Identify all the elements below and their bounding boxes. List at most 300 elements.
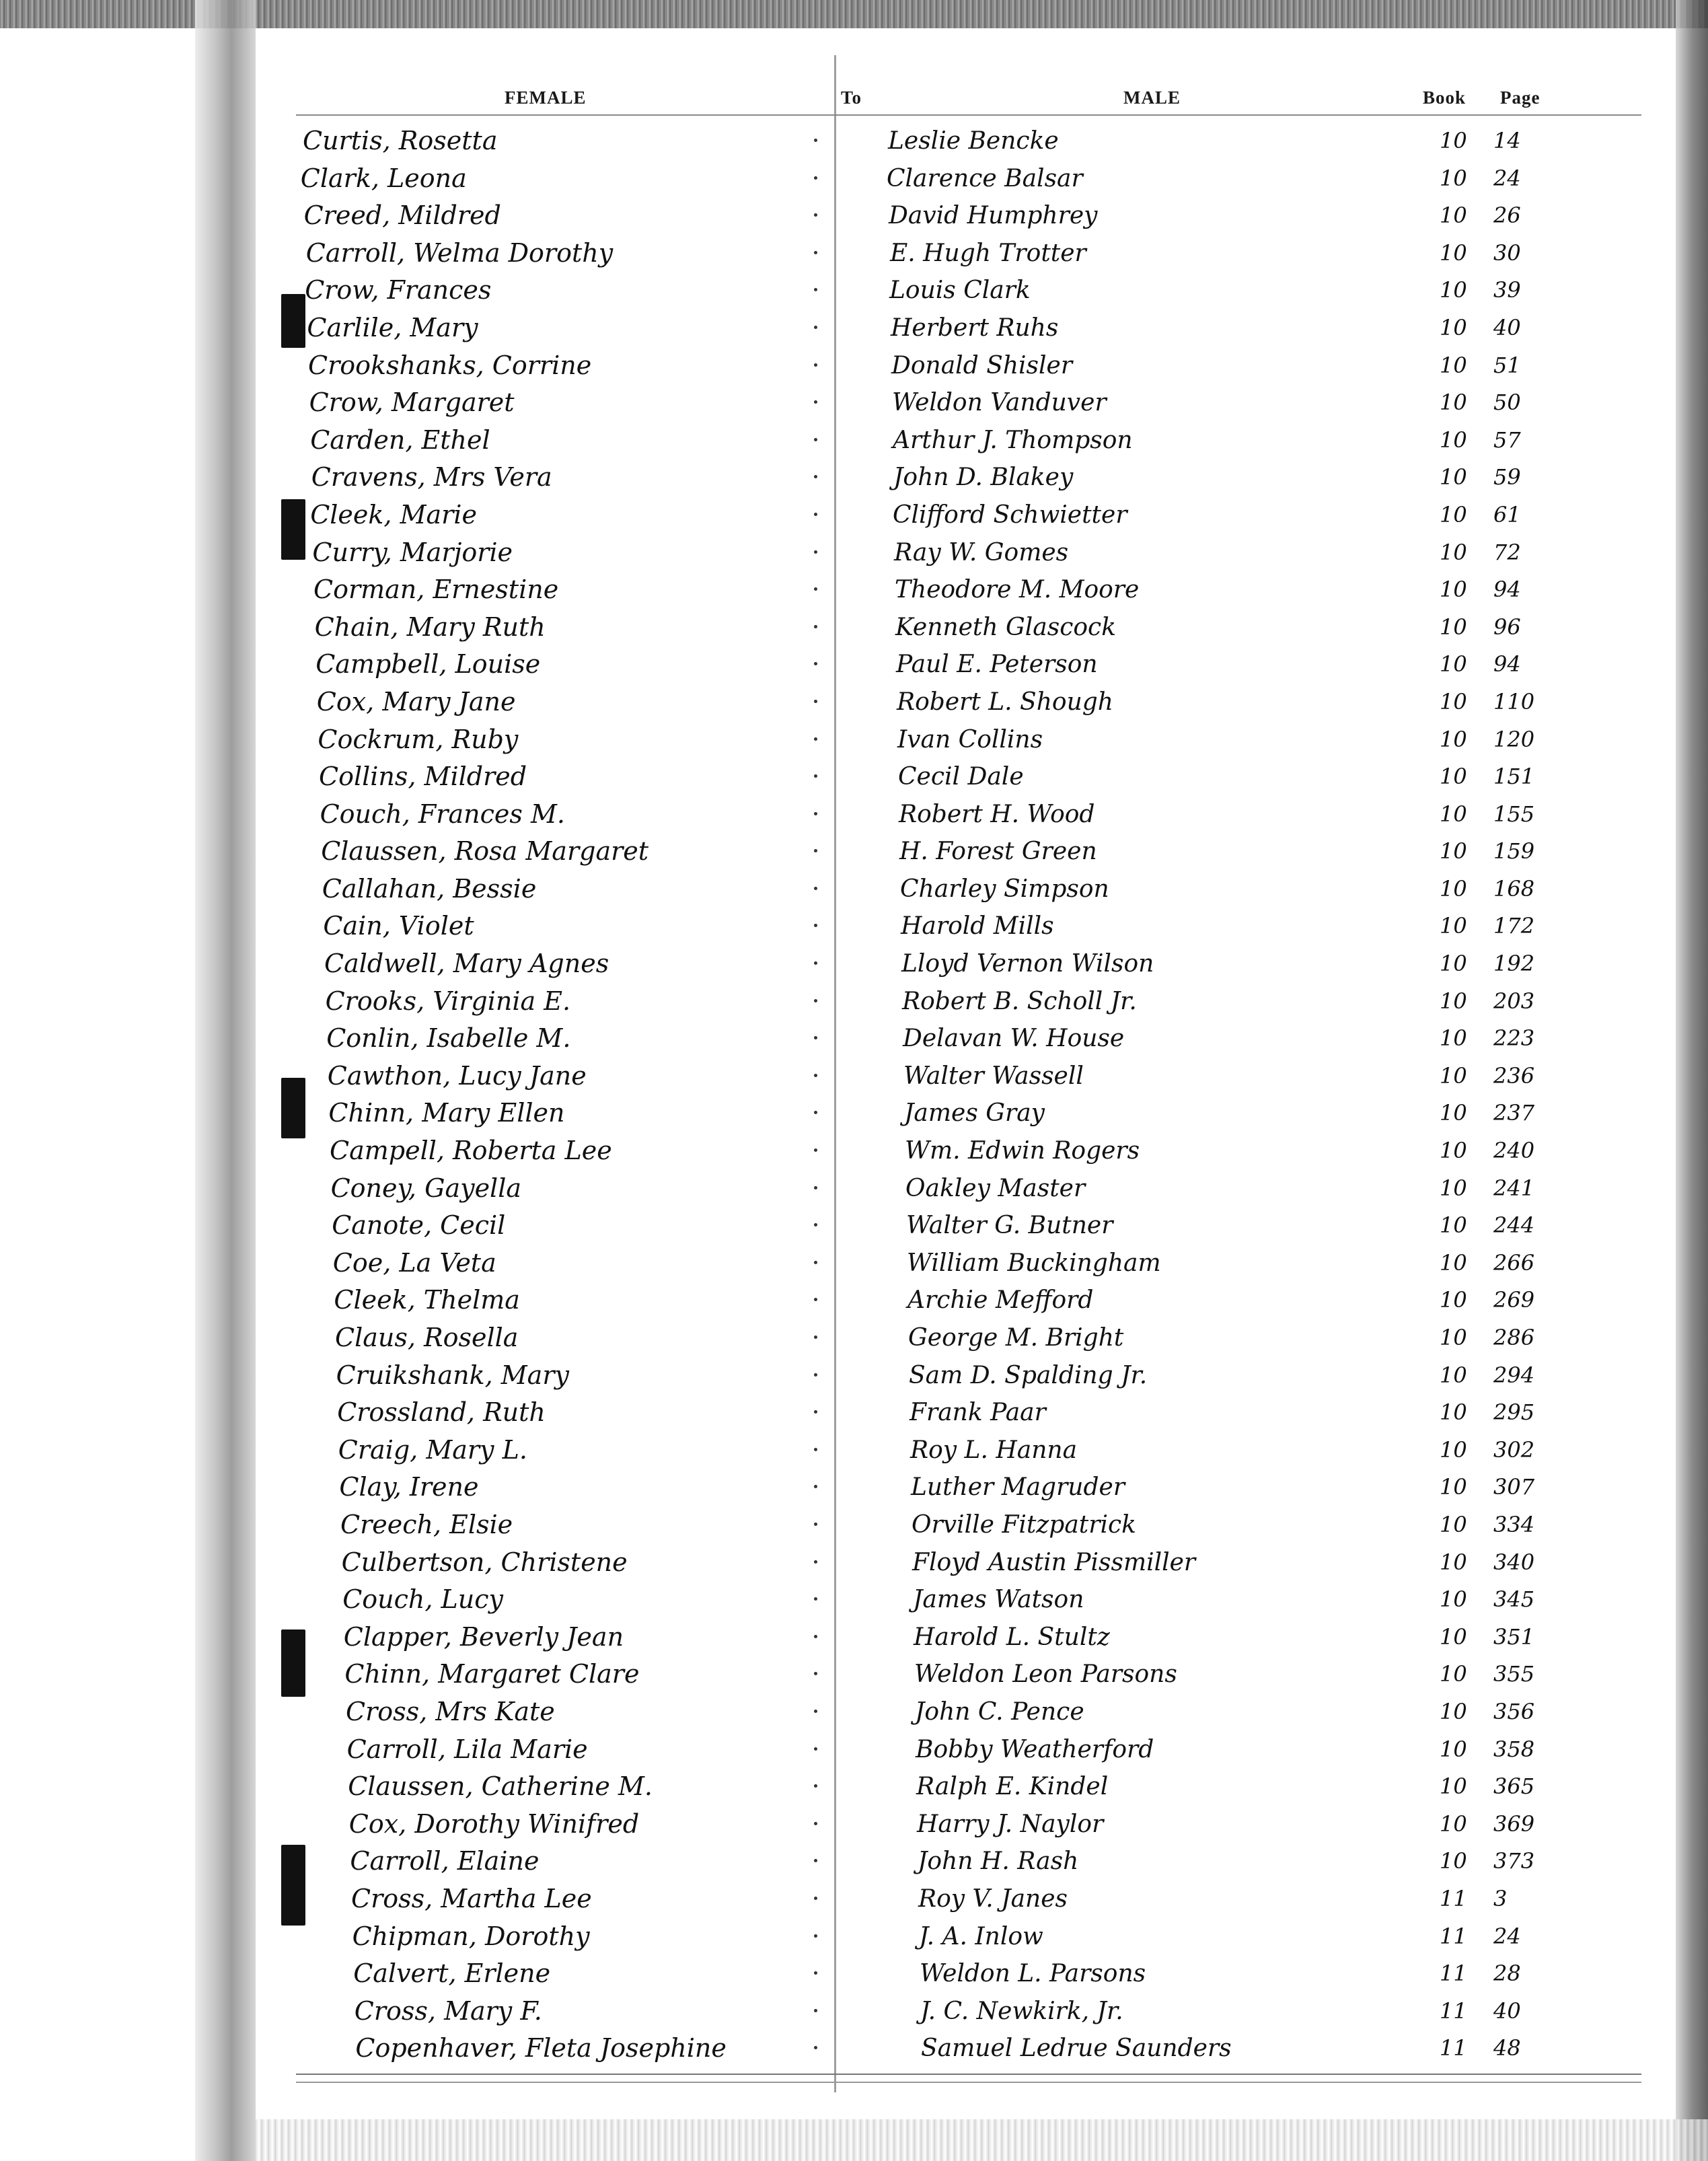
- to-dot: [814, 1261, 817, 1264]
- scan-edge-left: [195, 0, 256, 2161]
- female-name: Chipman, Dorothy: [352, 1921, 590, 1951]
- female-name: Cain, Violet: [323, 911, 474, 941]
- book-number: 10: [1440, 464, 1467, 490]
- page-number: 269: [1493, 1287, 1535, 1313]
- male-name: Robert B. Scholl Jr.: [902, 987, 1137, 1015]
- ledger-row: [256, 1619, 1676, 1656]
- female-name: Collins, Mildred: [319, 762, 527, 792]
- page-number: 39: [1493, 277, 1521, 303]
- book-number: 10: [1440, 1736, 1467, 1762]
- book-number: 10: [1440, 1362, 1467, 1388]
- ledger-row: [256, 2030, 1676, 2067]
- to-dot: [814, 363, 817, 367]
- male-name: James Gray: [904, 1099, 1045, 1128]
- to-dot: [814, 1934, 817, 1938]
- male-name: Orville Fitzpatrick: [912, 1510, 1136, 1539]
- page-number: 172: [1493, 913, 1535, 939]
- page-number: 94: [1493, 651, 1521, 677]
- male-name: Herbert Ruhs: [891, 314, 1059, 342]
- male-name: Cecil Dale: [898, 763, 1024, 791]
- ledger-row: [256, 1132, 1676, 1170]
- page-number: 351: [1493, 1623, 1535, 1650]
- page-number: 40: [1493, 1998, 1521, 2024]
- ledger-row: [256, 908, 1676, 945]
- book-number: 10: [1440, 1848, 1467, 1874]
- ledger-row: [256, 721, 1676, 759]
- to-dot: [814, 400, 817, 404]
- female-name: Couch, Frances M.: [320, 799, 565, 829]
- male-name: Paul E. Peterson: [896, 651, 1098, 679]
- book-number: 10: [1440, 427, 1467, 453]
- page-number: 355: [1493, 1661, 1535, 1687]
- ledger-row: [256, 497, 1676, 534]
- female-name: Clark, Leona: [300, 163, 467, 193]
- male-name: Wm. Edwin Rogers: [905, 1137, 1140, 1165]
- ledger-row: [256, 1319, 1676, 1357]
- female-name: Claussen, Rosa Margaret: [321, 836, 649, 867]
- female-name: Cox, Mary Jane: [316, 686, 516, 717]
- ledger-row: [256, 1544, 1676, 1582]
- male-name: Robert L. Shough: [897, 688, 1113, 716]
- to-dot: [814, 326, 817, 329]
- female-name: Corman, Ernestine: [313, 575, 559, 605]
- female-name: Couch, Lucy: [342, 1584, 503, 1615]
- ledger-row: [256, 1731, 1676, 1769]
- book-number: 10: [1440, 1436, 1467, 1463]
- ledger-row: [256, 871, 1676, 908]
- to-dot: [814, 924, 817, 927]
- ledger-row: [256, 1581, 1676, 1619]
- ledger-row: [256, 235, 1676, 272]
- female-name: Campbell, Louise: [315, 649, 541, 680]
- male-name: Charley Simpson: [900, 875, 1109, 903]
- ledger-row: [256, 684, 1676, 721]
- male-name: Weldon Vanduver: [892, 389, 1107, 417]
- male-name: Lloyd Vernon Wilson: [901, 950, 1154, 978]
- to-dot: [814, 1710, 817, 1713]
- to-dot: [814, 550, 817, 554]
- male-name: Louis Clark: [889, 277, 1031, 305]
- female-name: Cross, Martha Lee: [351, 1883, 592, 1913]
- male-name: Harold L. Stultz: [914, 1623, 1110, 1651]
- to-dot: [814, 999, 817, 1002]
- male-name: Leslie Bencke: [888, 127, 1059, 155]
- to-dot: [814, 587, 817, 591]
- female-name: Creech, Elsie: [340, 1509, 513, 1539]
- ledger-row: [256, 1993, 1676, 2030]
- ledger-row: [256, 1095, 1676, 1132]
- male-name: J. C. Newkirk, Jr.: [920, 1997, 1123, 2025]
- book-number: 10: [1440, 1062, 1467, 1089]
- page-number: 159: [1493, 838, 1535, 865]
- page-number: 203: [1493, 988, 1535, 1014]
- book-number: 10: [1440, 501, 1467, 527]
- book-number: 10: [1440, 1511, 1467, 1537]
- book-number: 10: [1440, 1175, 1467, 1201]
- male-name: Roy L. Hanna: [910, 1436, 1078, 1464]
- page-number: 307: [1493, 1474, 1535, 1500]
- to-dot: [814, 213, 817, 217]
- ledger-row: [256, 1469, 1676, 1506]
- book-number: 11: [1440, 1998, 1467, 2024]
- to-dot: [814, 1523, 817, 1526]
- male-name: Luther Magruder: [911, 1473, 1125, 1502]
- to-dot: [814, 251, 817, 254]
- female-name: Chain, Mary Ruth: [314, 612, 546, 642]
- male-name: Floyd Austin Pissmiller: [912, 1548, 1196, 1576]
- page-number: 223: [1493, 1025, 1535, 1052]
- female-name: Crow, Margaret: [309, 388, 515, 418]
- page-number: 266: [1493, 1249, 1535, 1276]
- book-number: 10: [1440, 838, 1467, 865]
- page-number: 334: [1493, 1511, 1535, 1537]
- book-number: 10: [1440, 1325, 1467, 1350]
- book-number: 10: [1440, 1474, 1467, 1500]
- page-number: 302: [1493, 1436, 1535, 1463]
- ledger-row: [256, 1843, 1676, 1880]
- page-number: 151: [1493, 764, 1535, 790]
- to-dot: [814, 625, 817, 628]
- male-name: Arthur J. Thompson: [893, 426, 1133, 454]
- page-number: 57: [1493, 427, 1521, 453]
- page-number: 373: [1493, 1848, 1535, 1874]
- to-dot: [814, 1036, 817, 1039]
- header-female: FEMALE: [505, 87, 587, 108]
- female-name: Cravens, Mrs Vera: [311, 462, 552, 492]
- ledger-row: [256, 459, 1676, 497]
- page-number: 241: [1493, 1175, 1535, 1201]
- page-number: 295: [1493, 1399, 1535, 1426]
- female-name: Carroll, Welma Dorothy: [305, 237, 614, 268]
- ledger-row: [256, 945, 1676, 983]
- female-name: Claus, Rosella: [335, 1323, 519, 1352]
- ledger-row: [256, 1245, 1676, 1282]
- female-name: Conlin, Isabelle M.: [326, 1023, 571, 1054]
- to-dot: [814, 475, 817, 478]
- ledger-row: [256, 1693, 1676, 1731]
- female-name: Crossland, Ruth: [337, 1397, 546, 1428]
- male-name: J. A. Inlow: [919, 1922, 1043, 1950]
- to-dot: [814, 2009, 817, 2012]
- male-name: Ivan Collins: [897, 725, 1043, 754]
- page-number: 358: [1493, 1736, 1535, 1762]
- book-number: 10: [1440, 764, 1467, 790]
- to-dot: [814, 1223, 817, 1226]
- male-name: William Buckingham: [907, 1249, 1161, 1277]
- to-dot: [814, 887, 817, 890]
- to-dot: [814, 438, 817, 441]
- book-number: 10: [1440, 277, 1467, 303]
- ledger-row: [256, 609, 1676, 647]
- page-number: 3: [1493, 1885, 1508, 1911]
- book-number: 10: [1440, 913, 1467, 939]
- page-number: 294: [1493, 1362, 1535, 1388]
- to-dot: [814, 1335, 817, 1339]
- to-dot: [814, 774, 817, 778]
- ledger-row: [256, 1020, 1676, 1058]
- ledger-row: [256, 122, 1676, 160]
- to-dot: [814, 849, 817, 852]
- male-name: John D. Blakey: [893, 464, 1074, 492]
- to-dot: [814, 961, 817, 965]
- book-number: 10: [1440, 1773, 1467, 1800]
- male-name: Donald Shisler: [891, 351, 1073, 379]
- book-number: 10: [1440, 1623, 1467, 1650]
- ledger-row: [256, 1806, 1676, 1843]
- male-name: John H. Rash: [918, 1847, 1079, 1876]
- female-name: Copenhaver, Fleta Josephine: [355, 2033, 727, 2063]
- male-name: John C. Pence: [915, 1697, 1084, 1726]
- ledger-row: [256, 1955, 1676, 1993]
- female-name: Coney, Gayella: [330, 1173, 522, 1203]
- book-number: 11: [1440, 2035, 1467, 2061]
- page-number: 59: [1493, 464, 1521, 490]
- page-number: 356: [1493, 1698, 1535, 1724]
- ledger-row: [256, 1656, 1676, 1693]
- male-name: H. Forest Green: [899, 838, 1097, 866]
- ledger-row: [256, 646, 1676, 684]
- book-number: 10: [1440, 1138, 1467, 1164]
- book-number: 10: [1440, 390, 1467, 416]
- male-name: David Humphrey: [889, 202, 1098, 230]
- book-number: 10: [1440, 1212, 1467, 1239]
- female-name: Creed, Mildred: [303, 200, 501, 231]
- book-number: 10: [1440, 165, 1467, 191]
- book-number: 10: [1440, 651, 1467, 677]
- male-name: Clifford Schwietter: [893, 501, 1127, 529]
- male-name: Kenneth Glascock: [895, 613, 1117, 641]
- to-dot: [814, 1560, 817, 1564]
- ledger-row: [256, 1768, 1676, 1806]
- book-number: 10: [1440, 1661, 1467, 1687]
- male-name: Robert H. Wood: [899, 800, 1095, 828]
- female-name: Crow, Frances: [305, 275, 492, 305]
- book-number: 10: [1440, 539, 1467, 565]
- book-number: 10: [1440, 1100, 1467, 1126]
- male-name: James Watson: [913, 1586, 1084, 1614]
- female-name: Canote, Cecil: [332, 1210, 506, 1241]
- male-name: Samuel Ledrue Saunders: [921, 2035, 1232, 2063]
- page-number: 24: [1493, 165, 1521, 191]
- book-number: 10: [1440, 1249, 1467, 1276]
- to-dot: [814, 700, 817, 703]
- page-number: 240: [1493, 1138, 1535, 1164]
- female-name: Curtis, Rosetta: [303, 126, 498, 155]
- ledger-row: [256, 796, 1676, 834]
- book-number: 10: [1440, 577, 1467, 603]
- page-number: 26: [1493, 203, 1521, 229]
- page-number: 48: [1493, 2035, 1521, 2061]
- ledger-row: [256, 1282, 1676, 1319]
- page-number: 369: [1493, 1810, 1535, 1837]
- female-name: Callahan, Bessie: [322, 873, 537, 904]
- ledger-row: [256, 758, 1676, 796]
- male-name: Walter G. Butner: [906, 1212, 1113, 1240]
- book-number: 10: [1440, 801, 1467, 827]
- to-dot: [814, 513, 817, 516]
- scan-edge-right: [1676, 0, 1708, 2161]
- ledger-row: [256, 422, 1676, 460]
- scan-edge-bottom: [256, 2119, 1708, 2161]
- book-number: 10: [1440, 1025, 1467, 1052]
- female-name: Cox, Dorothy Winifred: [348, 1808, 640, 1839]
- female-name: Campell, Roberta Lee: [330, 1136, 612, 1166]
- female-name: Clapper, Beverly Jean: [343, 1621, 624, 1652]
- ledger-row: [256, 1432, 1676, 1469]
- to-dot: [814, 176, 817, 180]
- page-number: 94: [1493, 577, 1521, 603]
- book-number: 10: [1440, 1586, 1467, 1613]
- to-dot: [814, 737, 817, 741]
- book-number: 10: [1440, 352, 1467, 378]
- ledger-page: [256, 28, 1676, 2119]
- ledger-header: [256, 57, 1676, 110]
- female-name: Calvert, Erlene: [353, 1958, 551, 1989]
- page-number: 72: [1493, 539, 1521, 565]
- page-number: 28: [1493, 1961, 1521, 1987]
- ledger-row: [256, 1506, 1676, 1544]
- book-number: 10: [1440, 203, 1467, 229]
- male-name: Sam D. Spalding Jr.: [909, 1361, 1148, 1389]
- to-dot: [814, 1822, 817, 1825]
- male-name: Theodore M. Moore: [895, 576, 1140, 604]
- female-name: Chinn, Mary Ellen: [328, 1098, 565, 1128]
- page-number: 237: [1493, 1100, 1535, 1126]
- ledger-row: [256, 571, 1676, 609]
- female-name: Carlile, Mary: [307, 312, 478, 342]
- page-number: 110: [1493, 688, 1535, 715]
- to-dot: [814, 812, 817, 815]
- ledger-row: [256, 347, 1676, 385]
- female-name: Coe, La Veta: [332, 1247, 496, 1278]
- male-name: Weldon L. Parsons: [920, 1960, 1146, 1988]
- male-name: E. Hugh Trotter: [890, 239, 1086, 267]
- female-name: Cockrum, Ruby: [318, 724, 519, 754]
- book-number: 10: [1440, 875, 1467, 902]
- page-number: 120: [1493, 726, 1535, 752]
- to-dot: [814, 288, 817, 291]
- book-number: 10: [1440, 1698, 1467, 1724]
- female-name: Carroll, Elaine: [350, 1846, 540, 1876]
- female-name: Cruikshank, Mary: [336, 1360, 569, 1390]
- male-name: Clarence Balsar: [887, 164, 1083, 192]
- female-name: Caldwell, Mary Agnes: [324, 949, 609, 979]
- female-name: Crookshanks, Corrine: [308, 350, 592, 380]
- book-number: 10: [1440, 128, 1467, 153]
- ledger-row: [256, 1880, 1676, 1918]
- book-number: 11: [1440, 1923, 1467, 1949]
- ledger-row: [256, 384, 1676, 422]
- male-name: Walter Wassell: [903, 1062, 1084, 1090]
- book-number: 10: [1440, 1287, 1467, 1313]
- ledger-row: [256, 272, 1676, 309]
- page-number: 345: [1493, 1586, 1535, 1613]
- page-number: 236: [1493, 1062, 1535, 1089]
- female-name: Clay, Irene: [339, 1472, 479, 1502]
- to-dot: [814, 1373, 817, 1377]
- male-name: Delavan W. House: [903, 1025, 1125, 1053]
- book-number: 10: [1440, 1549, 1467, 1575]
- book-number: 10: [1440, 240, 1467, 266]
- male-name: Ralph E. Kindel: [916, 1773, 1109, 1801]
- male-name: Bobby Weatherford: [916, 1735, 1154, 1763]
- to-dot: [814, 1074, 817, 1077]
- page-number: 61: [1493, 501, 1521, 527]
- ledger-row: [256, 197, 1676, 235]
- page-number: 14: [1493, 128, 1521, 153]
- page-number: 168: [1493, 875, 1535, 902]
- ledger-row: [256, 983, 1676, 1021]
- header-to: To: [841, 87, 862, 108]
- book-number: 11: [1440, 1885, 1467, 1911]
- bottom-rules: [296, 2074, 1641, 2083]
- book-number: 10: [1440, 988, 1467, 1014]
- page-number: 244: [1493, 1212, 1535, 1239]
- page-number: 340: [1493, 1549, 1535, 1575]
- ledger-row: [256, 309, 1676, 347]
- male-name: Oakley Master: [905, 1174, 1086, 1202]
- male-name: Roy V. Janes: [918, 1884, 1068, 1913]
- ledger-row: [256, 160, 1676, 198]
- female-name: Cross, Mary F.: [354, 1995, 542, 2026]
- female-name: Culbertson, Christene: [341, 1547, 628, 1577]
- header-book: Book: [1423, 87, 1466, 108]
- to-dot: [814, 662, 817, 665]
- ledger-row: [256, 1394, 1676, 1432]
- male-name: George M. Bright: [908, 1324, 1124, 1352]
- ledger-row: [256, 1207, 1676, 1245]
- ledger-row: [256, 1058, 1676, 1095]
- page-number: 155: [1493, 801, 1535, 827]
- book-number: 10: [1440, 314, 1467, 340]
- book-number: 10: [1440, 951, 1467, 977]
- female-name: Crooks, Virginia E.: [325, 986, 571, 1016]
- female-name: Claussen, Catherine M.: [348, 1771, 653, 1802]
- male-name: Frank Paar: [909, 1399, 1046, 1427]
- book-number: 10: [1440, 1399, 1467, 1426]
- male-name: Archie Mefford: [907, 1286, 1094, 1315]
- female-name: Cleek, Marie: [310, 499, 477, 529]
- female-name: Cawthon, Lucy Jane: [327, 1060, 587, 1091]
- page-number: 192: [1493, 951, 1535, 977]
- book-number: 10: [1440, 614, 1467, 640]
- to-dot: [814, 1897, 817, 1900]
- to-dot: [814, 1747, 817, 1751]
- to-dot: [814, 1186, 817, 1189]
- female-name: Carroll, Lila Marie: [346, 1734, 588, 1764]
- to-dot: [814, 1448, 817, 1451]
- book-number: 11: [1440, 1961, 1467, 1987]
- page-number: 51: [1493, 352, 1521, 378]
- page-number: 365: [1493, 1773, 1535, 1800]
- to-dot: [814, 1635, 817, 1638]
- header-rule: [296, 114, 1641, 116]
- book-number: 10: [1440, 726, 1467, 752]
- to-dot: [814, 1148, 817, 1152]
- book-number: 10: [1440, 1810, 1467, 1837]
- ledger-row: [256, 1170, 1676, 1208]
- male-name: Harry J. Naylor: [917, 1810, 1104, 1838]
- male-name: Ray W. Gomes: [894, 538, 1069, 566]
- page-number: 40: [1493, 314, 1521, 340]
- to-dot: [814, 139, 817, 142]
- male-name: Weldon Leon Parsons: [914, 1660, 1177, 1689]
- header-male: MALE: [1123, 87, 1181, 108]
- page-number: 50: [1493, 390, 1521, 416]
- header-page: Page: [1500, 87, 1540, 108]
- book-number: 10: [1440, 688, 1467, 715]
- female-name: Carden, Ethel: [310, 425, 490, 455]
